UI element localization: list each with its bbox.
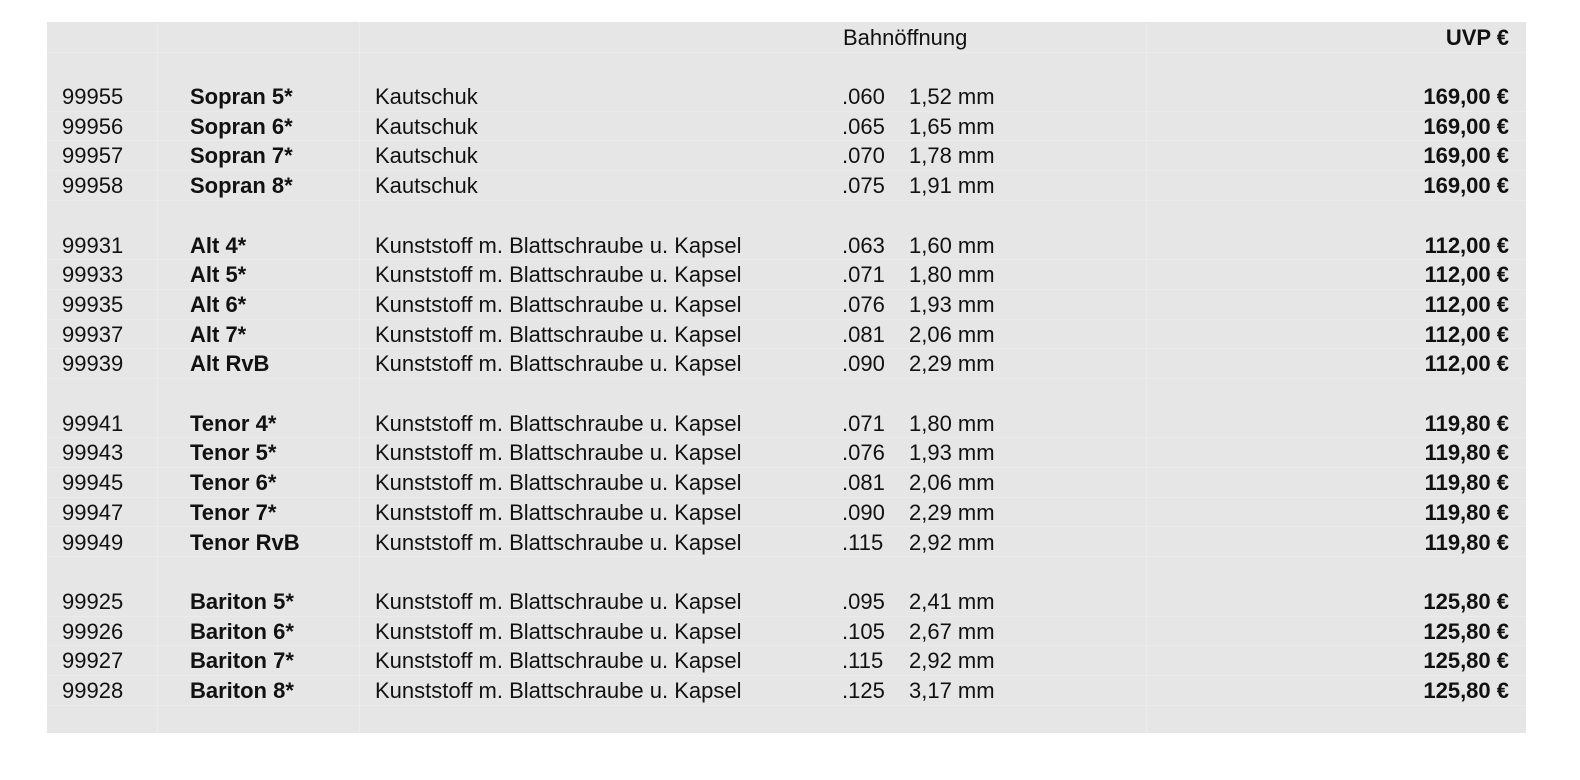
product-row [47,141,1526,171]
price: 169,00 € [1423,143,1509,169]
material: Kunststoff m. Blattschraube u. Kapsel [375,588,742,614]
material: Kunststoff m. Blattschraube u. Kapsel [375,499,742,525]
material: Kautschuk [375,173,478,199]
tip-opening-inch: .105 [842,618,885,644]
material: Kunststoff m. Blattschraube u. Kapsel [375,262,742,288]
price-list-sheet [47,22,1526,733]
article-number: 99939 [62,351,124,377]
tip-opening-mm: 1,78 mm [909,143,995,169]
product-row [47,320,1526,350]
model-name: Sopran 7* [190,143,293,169]
price: 119,80 € [1424,499,1509,525]
price: 125,80 € [1423,618,1509,644]
price: 119,80 € [1424,440,1509,466]
tip-opening-inch: .063 [842,232,885,258]
product-row [47,349,1526,379]
tip-opening-mm: 1,91 mm [909,173,995,199]
model-name: Alt 6* [190,291,247,317]
product-row [47,617,1526,647]
tip-opening-inch: .115 [842,529,884,555]
article-number: 99941 [62,410,124,436]
tip-opening-mm: 1,93 mm [909,291,995,317]
article-number: 99935 [62,291,124,317]
material: Kunststoff m. Blattschraube u. Kapsel [375,648,742,674]
article-number: 99933 [62,262,124,288]
tip-opening-mm: 1,65 mm [909,113,995,139]
tip-opening-inch: .071 [842,262,885,288]
model-name: Tenor 5* [190,440,277,466]
material: Kunststoff m. Blattschraube u. Kapsel [375,678,742,703]
price: 112,00 € [1424,351,1509,377]
model-name: Sopran 6* [190,113,293,139]
header-uvp: UVP € [1445,25,1509,50]
tip-opening-mm: 2,41 mm [909,588,995,614]
material: Kautschuk [375,143,478,169]
product-row [47,468,1526,498]
product-row [47,82,1526,112]
tip-opening-mm: 2,29 mm [909,499,995,525]
article-number: 99937 [62,321,124,347]
tip-opening-inch: .090 [842,351,885,377]
price: 169,00 € [1423,84,1509,109]
price: 169,00 € [1423,113,1509,139]
price: 112,00 € [1424,232,1509,258]
material: Kunststoff m. Blattschraube u. Kapsel [375,529,742,555]
tip-opening-inch: .070 [842,143,885,169]
model-name: Bariton 6* [190,618,294,644]
product-row [47,112,1526,142]
tip-opening-mm: 1,80 mm [909,262,995,288]
price: 119,80 € [1424,529,1509,555]
tip-opening-inch: .065 [842,113,885,139]
model-name: Alt 4* [190,232,247,258]
product-row [47,409,1526,439]
price: 112,00 € [1424,291,1509,317]
product-row [47,290,1526,320]
model-name: Tenor RvB [190,529,300,555]
tip-opening-inch: .081 [842,470,885,496]
article-number: 99947 [62,499,124,525]
tip-opening-inch: .095 [842,588,885,614]
product-row [47,498,1526,528]
article-number: 99927 [62,648,124,674]
model-name: Sopran 8* [190,173,293,199]
tip-opening-mm: 1,80 mm [909,410,995,436]
product-row [47,260,1526,290]
model-name: Alt RvB [190,351,270,377]
price: 125,80 € [1423,588,1509,614]
product-row [47,231,1526,261]
tip-opening-inch: .060 [842,84,885,109]
model-name: Bariton 5* [190,588,294,614]
tip-opening-inch: .071 [842,410,885,436]
model-name: Bariton 8* [190,678,294,703]
price: 119,80 € [1424,470,1509,496]
article-number: 99945 [62,470,124,496]
price: 112,00 € [1424,262,1509,288]
header-row [47,23,1526,53]
article-number: 99925 [62,588,124,614]
model-name: Tenor 4* [190,410,277,436]
tip-opening-inch: .075 [842,173,885,199]
material: Kunststoff m. Blattschraube u. Kapsel [375,351,742,377]
model-name: Tenor 7* [190,499,277,525]
price: 119,80 € [1424,410,1509,436]
model-name: Tenor 6* [190,470,277,496]
material: Kunststoff m. Blattschraube u. Kapsel [375,410,742,436]
material: Kautschuk [375,113,478,139]
product-row [47,528,1526,558]
header-bahnoeffnung: Bahnöffnung [843,25,968,50]
model-name: Bariton 7* [190,648,294,674]
article-number: 99931 [62,232,124,258]
product-row [47,646,1526,676]
material: Kautschuk [375,84,478,109]
tip-opening-inch: .081 [842,321,885,347]
price: 112,00 € [1424,321,1509,347]
product-row [47,438,1526,468]
price: 125,80 € [1423,678,1509,703]
article-number: 99958 [62,173,124,199]
material: Kunststoff m. Blattschraube u. Kapsel [375,291,742,317]
material: Kunststoff m. Blattschraube u. Kapsel [375,440,742,466]
tip-opening-inch: .076 [842,291,885,317]
model-name: Alt 5* [190,262,247,288]
model-name: Sopran 5* [190,84,293,109]
tip-opening-mm: 2,92 mm [909,529,995,555]
article-number: 99956 [62,113,124,139]
product-row [47,171,1526,201]
model-name: Alt 7* [190,321,247,347]
price: 169,00 € [1423,173,1509,199]
material: Kunststoff m. Blattschraube u. Kapsel [375,470,742,496]
tip-opening-inch: .125 [842,678,885,703]
article-number: 99955 [62,84,124,109]
tip-opening-mm: 2,92 mm [909,648,995,674]
tip-opening-inch: .090 [842,499,885,525]
material: Kunststoff m. Blattschraube u. Kapsel [375,618,742,644]
tip-opening-inch: .115 [842,648,884,674]
article-number: 99943 [62,440,124,466]
tip-opening-mm: 3,17 mm [909,678,995,703]
tip-opening-mm: 1,93 mm [909,440,995,466]
tip-opening-mm: 2,67 mm [909,618,995,644]
article-number: 99928 [62,678,124,703]
tip-opening-mm: 2,29 mm [909,351,995,377]
article-number: 99957 [62,143,124,169]
material: Kunststoff m. Blattschraube u. Kapsel [375,232,742,258]
article-number: 99926 [62,618,124,644]
material: Kunststoff m. Blattschraube u. Kapsel [375,321,742,347]
tip-opening-mm: 2,06 mm [909,470,995,496]
product-row [47,676,1526,706]
tip-opening-mm: 2,06 mm [909,321,995,347]
tip-opening-inch: .076 [842,440,885,466]
article-number: 99949 [62,529,124,555]
price: 125,80 € [1423,648,1509,674]
tip-opening-mm: 1,60 mm [909,232,995,258]
product-row [47,587,1526,617]
tip-opening-mm: 1,52 mm [909,84,995,109]
